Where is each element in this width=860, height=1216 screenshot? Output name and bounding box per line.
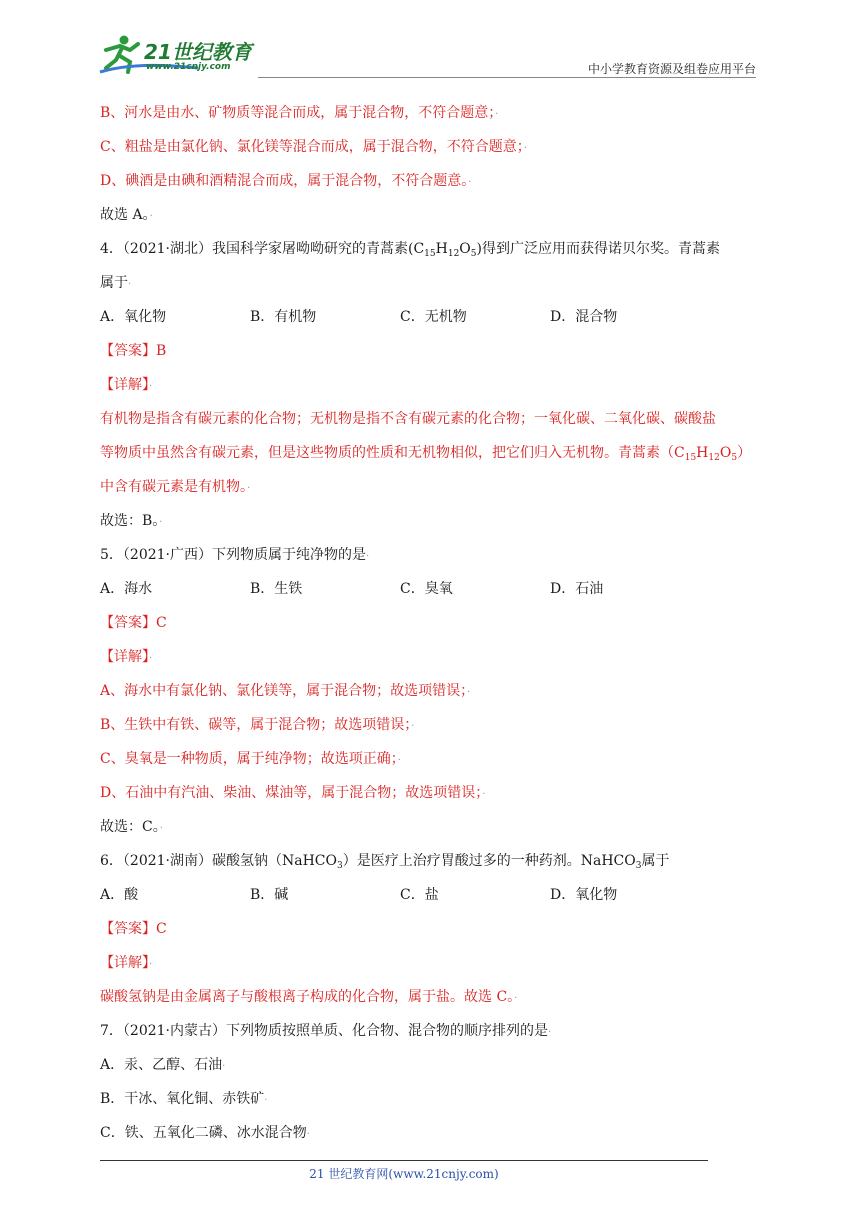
option-d: D．混合物	[550, 309, 618, 325]
option-c: C．臭氧	[400, 581, 453, 597]
question-6-detail-label: 【详解】·	[100, 955, 153, 971]
option-b: B．生铁	[250, 581, 303, 597]
question-4-explanation: 等物质中虽然含有碳元素，但是这些物质的性质和无机物相似，把它们归入无机物。青蒿素$(C_{15}H_{12}O_5)$	[100, 445, 752, 463]
option-a: A．氧化物	[100, 309, 167, 325]
option-d: D．石油	[550, 581, 604, 597]
document-body	[100, 96, 780, 1150]
question-4-conclusion: 故选：B。·	[100, 513, 163, 529]
page-header	[98, 30, 756, 78]
question-5-explanation: C、臭氧是一种物质，属于纯净物；故选项正确；·	[100, 751, 401, 767]
question-4-answer: 【答案】B	[100, 343, 167, 359]
header-divider	[258, 77, 756, 78]
option-a: A．酸	[100, 887, 139, 903]
footer-divider	[100, 1160, 708, 1161]
conclusion-line: 故选 A。·	[100, 207, 153, 223]
logo-text: 21世纪教育	[144, 40, 252, 64]
question-5-answer: 【答案】C	[100, 615, 167, 631]
logo-url: www.21cnjy.com	[146, 62, 231, 72]
question-5-explanation: A、海水中有氯化钠、氯化镁等，属于混合物；故选项错误；·	[100, 683, 471, 699]
platform-name: 中小学教育资源及组卷应用平台	[587, 62, 756, 76]
logo	[98, 34, 268, 78]
option-b: B．碱	[250, 887, 289, 903]
option-b: B．有机物	[250, 309, 317, 325]
question-5-detail-label: 【详解】·	[100, 649, 153, 665]
question-6-explanation: 碳酸氢钠是由金属离子与酸根离子构成的化合物，属于盐。故选 C。·	[100, 989, 518, 1005]
question-7-stem: 7．（2021·内蒙古）下列物质按照单质、化合物、混合物的顺序排列的是·	[100, 1023, 552, 1039]
option-d: D．氧化物	[550, 887, 618, 903]
question-5-conclusion: 故选：C。·	[100, 819, 163, 835]
question-4-options	[100, 300, 780, 334]
question-5-explanation: D、石油中有汽油、柴油、煤油等，属于混合物；故选项错误；·	[100, 785, 486, 801]
question-7-option-b: B．干冰、氧化铜、赤铁矿·	[100, 1091, 268, 1107]
question-7-option-c: C．铁、五氧化二磷、冰水混合物·	[100, 1125, 310, 1141]
question-4-stem: 4．（2021·湖北）我国科学家屠呦呦研究的青蒿素$(C_{15}H_{12}O_5)$得到广泛应用而获得诺贝尔奖。青蒿素	[100, 241, 720, 259]
page-footer: 21 世纪教育网(www.21cnjy.com)	[309, 1167, 499, 1181]
option-c: C．盐	[400, 887, 439, 903]
question-4-explanation: 中含有碳元素是有机物。·	[100, 479, 251, 495]
option-a: A．海水	[100, 581, 153, 597]
question-4-stem-cont: 属于·	[100, 275, 132, 291]
question-6-options	[100, 878, 780, 912]
explanation-line: B、河水是由水、矿物质等混合而成，属于混合物，不符合题意；·	[100, 105, 499, 121]
question-6-answer: 【答案】C	[100, 921, 167, 937]
question-6-stem: 6．（2021·湖南）碳酸氢钠（NaHCO$_3$）是医疗上治疗胃酸过多的一种药剂。NaHCO$_3$属于	[100, 853, 670, 871]
question-4-detail-label: 【详解】·	[100, 377, 153, 393]
question-5-options	[100, 572, 780, 606]
question-5-stem: 5．（2021·广西）下列物质属于纯净物的是·	[100, 547, 370, 563]
explanation-line: C、粗盐是由氯化钠、氯化镁等混合而成，属于混合物，不符合题意；·	[100, 139, 527, 155]
option-c: C．无机物	[400, 309, 467, 325]
question-7-option-a: A．汞、乙醇、石油·	[100, 1057, 226, 1073]
question-4-explanation: 有机物是指含有碳元素的化合物；无机物是指不含有碳元素的化合物；一氧化碳、二氧化碳、碳酸盐	[100, 411, 716, 427]
question-5-explanation: B、生铁中有铁、碳等，属于混合物；故选项错误；·	[100, 717, 415, 733]
explanation-line: D、碘酒是由碘和酒精混合而成，属于混合物，不符合题意。·	[100, 173, 472, 189]
